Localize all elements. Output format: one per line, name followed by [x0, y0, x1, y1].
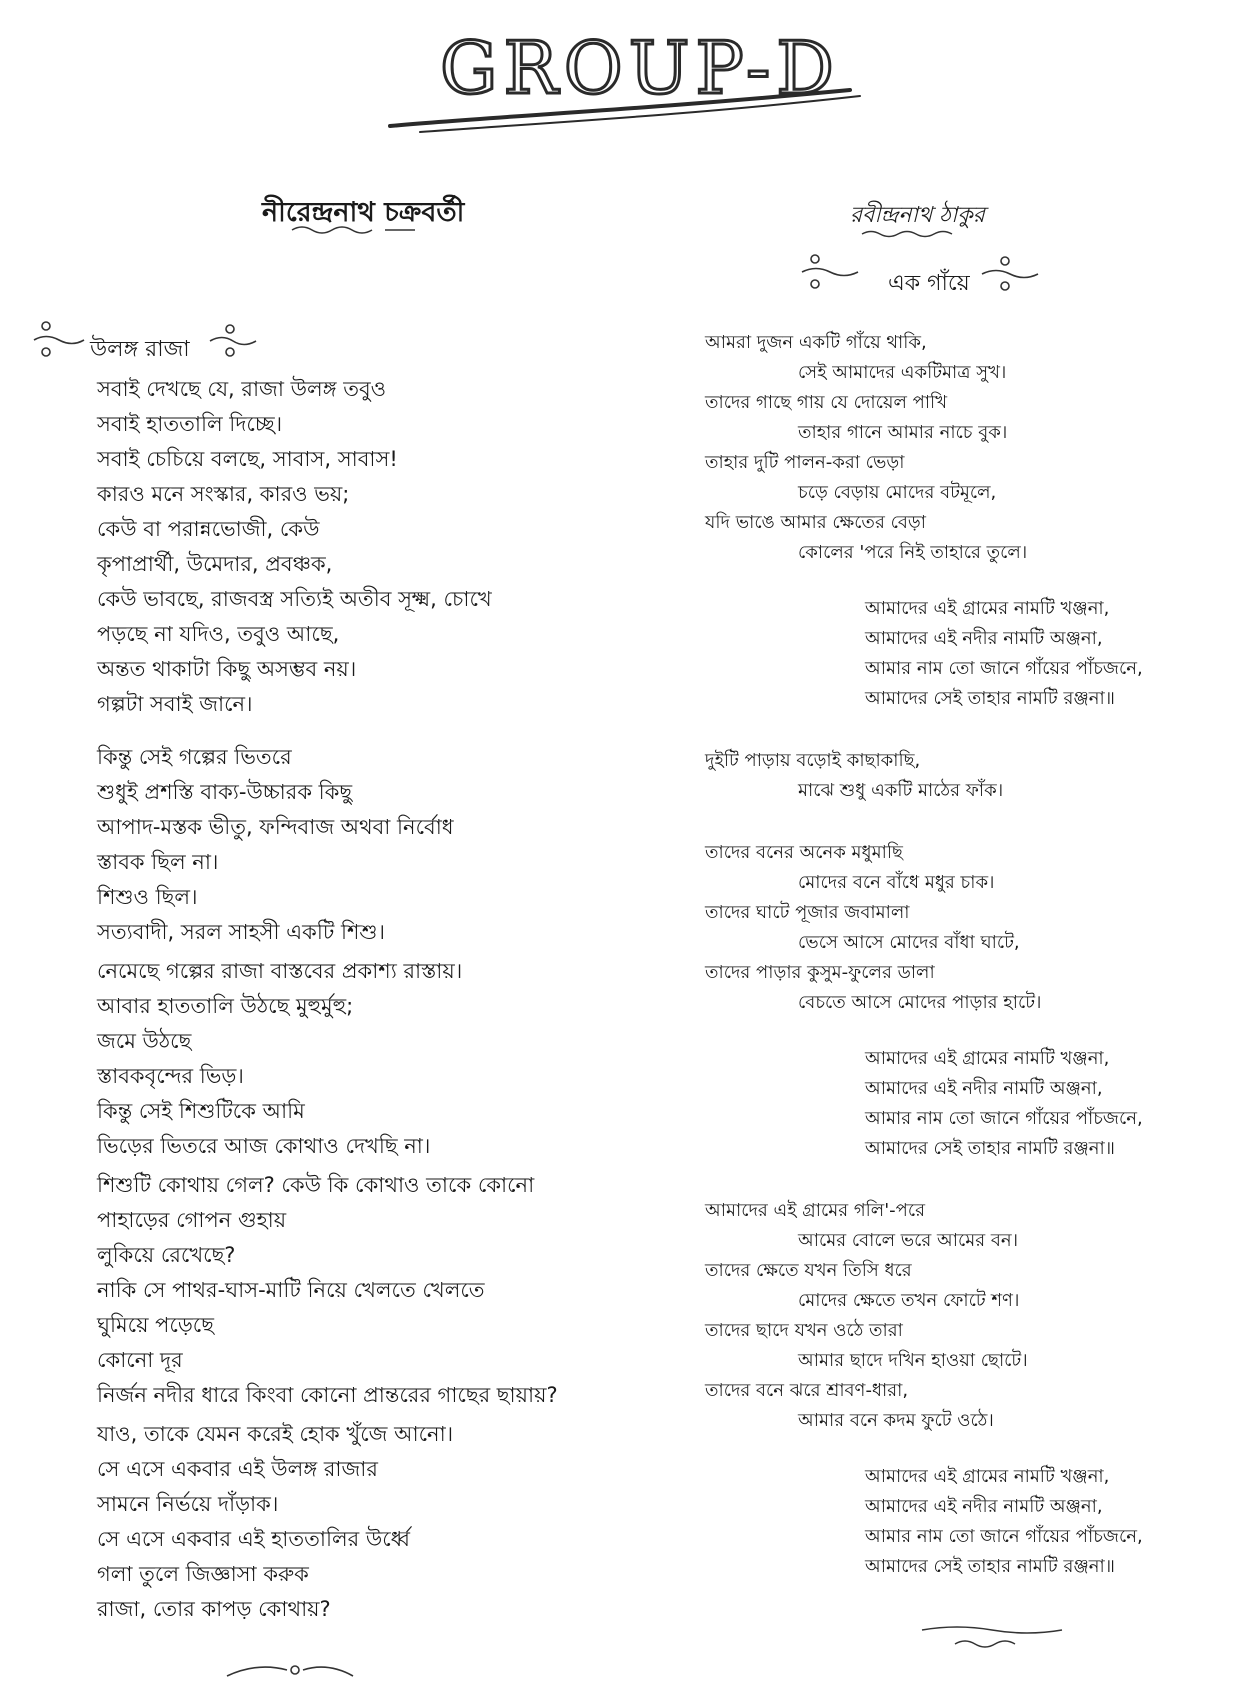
right-author-squiggle-icon — [860, 228, 970, 240]
poem-line: আমাদের এই গ্রামের গলি'-পরে — [705, 1200, 926, 1221]
poem-line: জমে উঠছে — [97, 1029, 192, 1053]
poem-line: লুকিয়ে রেখেছে? — [97, 1243, 236, 1267]
refrain-line: আমাদের সেই তাহার নামটি রঞ্জনা॥ — [865, 1556, 1115, 1577]
left-poem-body — [97, 372, 657, 1627]
refrain-line: আমাদের এই গ্রামের নামটি খঞ্জনা, — [865, 1466, 1110, 1487]
refrain-line: আমার নাম তো জানে গাঁয়ের পাঁচজনে, — [865, 1108, 1143, 1129]
poem-line: কেউ ভাবছে, রাজবস্ত্র সত্যিই অতীব সূক্ষ্ম, চোখে — [97, 587, 492, 611]
poem-line: তাদের বনের অনেক মধুমাছি — [705, 842, 903, 863]
poem-line: আবার হাততালি উঠছে মুহুর্মুহু; — [97, 994, 354, 1018]
refrain-line: আমার নাম তো জানে গাঁয়ের পাঁচজনে, — [865, 658, 1143, 679]
poem-line: ভিড়ের ভিতরে আজ কোথাও দেখছি না। — [97, 1134, 431, 1158]
poem-line: আমের বোলে ভরে আমের বন। — [798, 1230, 1019, 1251]
poem-line: কোনো দূর — [97, 1348, 183, 1372]
group-title — [380, 18, 900, 148]
poem-line: তাদের ঘাটে পূজার জবামালা — [705, 902, 910, 923]
poem-line: তাদের ক্ষেতে যখন তিসি ধরে — [705, 1260, 912, 1281]
right-author: রবীন্দ্রনাথ ঠাকুর — [850, 203, 985, 228]
poem-line: আমার বনে কদম ফুটে ওঠে। — [798, 1410, 994, 1431]
poem-line: সে এসে একবার এই হাততালির উর্ধ্বে — [97, 1527, 411, 1551]
poem-line: যাও, তাকে যেমন করেই হোক খুঁজে আনো। — [97, 1422, 454, 1446]
refrain-line: আমাদের এই নদীর নামটি অঞ্জনা, — [865, 1078, 1103, 1099]
group-title-text: GROUP-D — [440, 26, 840, 110]
poem-line: তাদের গাছে গায় যে দোয়েল পাখি — [705, 392, 948, 413]
ornament-right-icon — [980, 254, 1040, 294]
poem-line: মাঝে শুধু একটি মাঠের ফাঁক। — [798, 780, 1004, 801]
poem-line: স্তাবকবৃন্দের ভিড়। — [97, 1064, 244, 1088]
poem-line: মোদের বনে বাঁধে মধুর চাক। — [798, 872, 995, 893]
poem-line: স্তাবক ছিল না। — [97, 850, 219, 874]
poem-line: তাদের বনে ঝরে শ্রাবণ-ধারা, — [705, 1380, 909, 1401]
poem-line: তাদের ছাদে যখন ওঠে তারা — [705, 1320, 903, 1341]
poem-line: বেচতে আসে মোদের পাড়ার হাটে। — [798, 992, 1042, 1013]
poem-line: শুধুই প্রশস্তি বাক্য-উচ্চারক কিছু — [97, 780, 353, 804]
poem-line: কারও মনে সংস্কার, কারও ভয়; — [97, 482, 350, 506]
poem-line: কৃপাপ্রার্থী, উমেদার, প্রবঞ্চক, — [97, 552, 333, 576]
left-author: নীরেন্দ্রনাথ চক্রবর্তী — [262, 197, 465, 228]
poem-line: আপাদ-মস্তক ভীতু, ফন্দিবাজ অথবা নির্বোধ — [97, 815, 454, 839]
poem-line: কোলের 'পরে নিই তাহারে তুলে। — [798, 542, 1028, 563]
refrain-line: আমাদের সেই তাহার নামটি রঞ্জনা॥ — [865, 1138, 1115, 1159]
poem-line: শিশুটি কোথায় গেল? কেউ কি কোথাও তাকে কোনো — [97, 1173, 535, 1197]
ornament-left-poem-end-icon — [208, 322, 258, 358]
poem-line: কেউ বা পরান্নভোজী, কেউ — [97, 517, 320, 541]
poem-line: ভেসে আসে মোদের বাঁধা ঘাটে, — [798, 932, 1020, 953]
poem-line: সেই আমাদের একটিমাত্র সুখ। — [798, 362, 1007, 383]
poem-line: তাহার গানে আমার নাচে বুক। — [798, 422, 1008, 443]
poem-line: আমার ছাদে দখিন হাওয়া ছোটে। — [798, 1350, 1028, 1371]
right-poem-body — [705, 328, 1215, 1582]
poem-line: নাকি সে পাথর-ঘাস-মাটি নিয়ে খেলতে খেলতে — [97, 1278, 485, 1302]
poem-line: পাহাড়ের গোপন গুহায় — [97, 1208, 287, 1232]
ornament-left-poem-icon — [32, 318, 87, 360]
refrain-line: আমাদের এই গ্রামের নামটি খঞ্জনা, — [865, 1048, 1110, 1069]
poem-line: দুইটি পাড়ায় বড়োই কাছাকাছি, — [705, 750, 921, 771]
left-footer-ornament-icon — [225, 1660, 355, 1680]
poem-line: আমরা দুজন একটি গাঁয়ে থাকি, — [705, 332, 927, 353]
poem-line: যদি ভাঙে আমার ক্ষেতের বেড়া — [705, 512, 926, 533]
poem-line: নেমেছে গল্পের রাজা বাস্তবের প্রকাশ্য রাস্তায়। — [97, 959, 463, 983]
poem-line: কিন্তু সেই গল্পের ভিতরে — [97, 745, 292, 769]
poem-line: সবাই চেচিয়ে বলছে, সাবাস, সাবাস! — [97, 447, 398, 471]
poem-line: অন্তত থাকাটা কিছু অসম্ভব নয়। — [97, 657, 357, 681]
left-poem-title: উলঙ্গ রাজা — [90, 337, 190, 362]
poem-line: রাজা, তোর কাপড় কোথায়? — [97, 1597, 331, 1621]
poem-line: শিশুও ছিল। — [97, 885, 198, 909]
poem-line: চড়ে বেড়ায় মোদের বটমূলে, — [798, 482, 997, 503]
refrain-line: আমাদের সেই তাহার নামটি রঞ্জনা॥ — [865, 688, 1115, 709]
refrain-line: আমাদের এই নদীর নামটি অঞ্জনা, — [865, 628, 1103, 649]
right-footer-ornament-icon — [920, 1622, 1070, 1652]
poem-line: নির্জন নদীর ধারে কিংবা কোনো প্রান্তরের গাছের ছায়ায়? — [97, 1383, 558, 1407]
poem-line: তাদের পাড়ার কুসুম-ফুলের ডালা — [705, 962, 935, 983]
poem-line: গলা তুলে জিজ্ঞাসা করুক — [97, 1562, 309, 1586]
poem-line: সামনে নির্ভয়ে দাঁড়াক। — [97, 1492, 279, 1516]
poem-line: ঘুমিয়ে পড়েছে — [97, 1313, 214, 1337]
poem-line: সবাই হাততালি দিচ্ছে। — [97, 412, 283, 436]
poem-line: তাহার দুটি পালন-করা ভেড়া — [705, 452, 905, 473]
refrain-line: আমাদের এই নদীর নামটি অঞ্জনা, — [865, 1496, 1103, 1517]
poem-line: গল্পটা সবাই জানে। — [97, 692, 253, 716]
refrain-line: আমার নাম তো জানে গাঁয়ের পাঁচজনে, — [865, 1526, 1143, 1547]
left-author-squiggle-icon — [290, 222, 420, 236]
ornament-left-icon — [800, 252, 860, 292]
poem-line: সবাই দেখছে যে, রাজা উলঙ্গ তবুও — [97, 377, 387, 401]
poem-line: সত্যবাদী, সরল সাহসী একটি শিশু। — [97, 920, 385, 944]
refrain-line: আমাদের এই গ্রামের নামটি খঞ্জনা, — [865, 598, 1110, 619]
poem-line: সে এসে একবার এই উলঙ্গ রাজার — [97, 1457, 378, 1481]
right-poem-title: এক গাঁয়ে — [888, 271, 970, 296]
poem-line: মোদের ক্ষেতে তখন ফোটে শণ। — [798, 1290, 1020, 1311]
poem-line: পড়ছে না যদিও, তবুও আছে, — [97, 622, 340, 646]
poem-line: কিন্তু সেই শিশুটিকে আমি — [97, 1099, 305, 1123]
